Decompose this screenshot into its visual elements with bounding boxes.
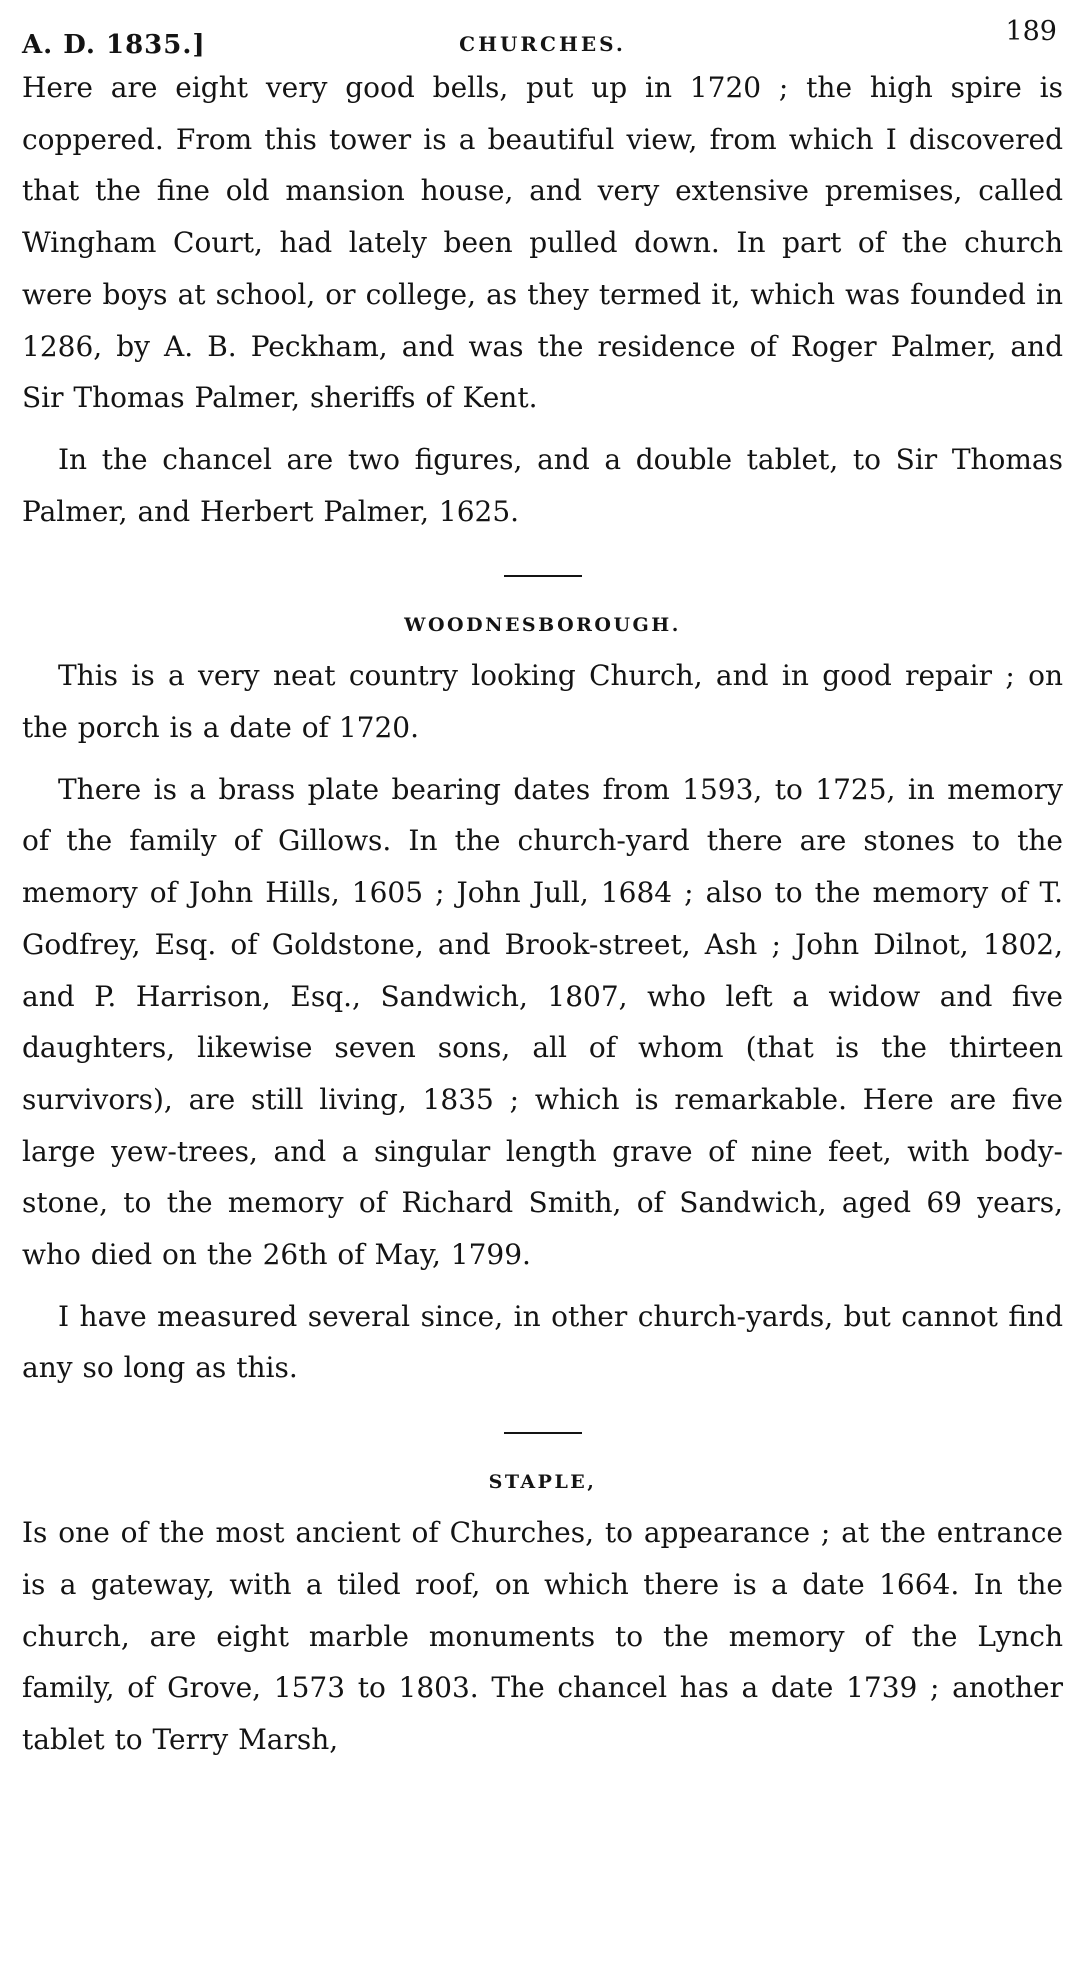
section-divider [504,1432,582,1434]
paragraph-wingham-chancel: In the chancel are two figures, and a double tablet, to Sir Thomas Palmer, and Herbert Palmer, 1625. [22,442,1063,528]
paragraph-wingham-bells: Here are eight very good bells, put up in 1720 ; the high spire is coppered. From this tower is a beautiful view, from which I discovered that the fine old mansion house, and very extensive premises, called Wingham Court, had lately been pulled down. In part of the church were boys at school, or college, as they termed it, which was founded in 1286, by A. B. Peckham, and was the residence of Roger Palmer, and Sir Thomas Palmer, sheriffs of Kent. [22,71,1063,415]
section-heading-woodnesborough: WOODNESBOROUGH. [404,614,681,637]
running-head-date: A. D. 1835.] [22,30,206,60]
running-head-title: CHURCHES. [459,32,626,56]
running-head [22,10,1063,62]
page-number: 189 [1005,16,1057,47]
paragraph-woodnesborough-church: This is a very neat country looking Church, and in good repair ; on the porch is a date of 1720. [22,659,1063,745]
paragraph-staple-church: Is one of the most ancient of Churches, to appearance ; at the entrance is a gateway, with a tiled roof, on which there is a date 1664. In the church, are eight marble monuments to the memory of the Lynch family, of Grove, 1573 to 1803. The chancel has a date 1739 ; another tablet to Terry Marsh, [22,1516,1063,1756]
paragraph-woodnesborough-measured: I have measured several since, in other church-yards, but cannot find any so long as this. [22,1299,1063,1385]
section-heading-staple: STAPLE, [488,1471,597,1494]
section-divider [504,575,582,577]
paragraph-woodnesborough-memorials: There is a brass plate bearing dates from 1593, to 1725, in memory of the family of Gillows. In the church-yard there are stones to the memory of John Hills, 1605 ; John Jull, 1684 ; also to the memory of T. Godfrey, Esq. of Goldstone, and Brook-street, Ash ; John Dilnot, 1802, and P. Harrison, Esq., Sandwich, 1807, who left a widow and five daughters, likewise seven sons, all of whom (that is the thirteen survivors), are still living, 1835 ; which is remarkable. Here are five large yew-trees, and a singular length grave of nine feet, with body-stone, to the memory of Richard Smith, of Sandwich, aged 69 years, who died on the 26th of May, 1799. [22,772,1063,1272]
